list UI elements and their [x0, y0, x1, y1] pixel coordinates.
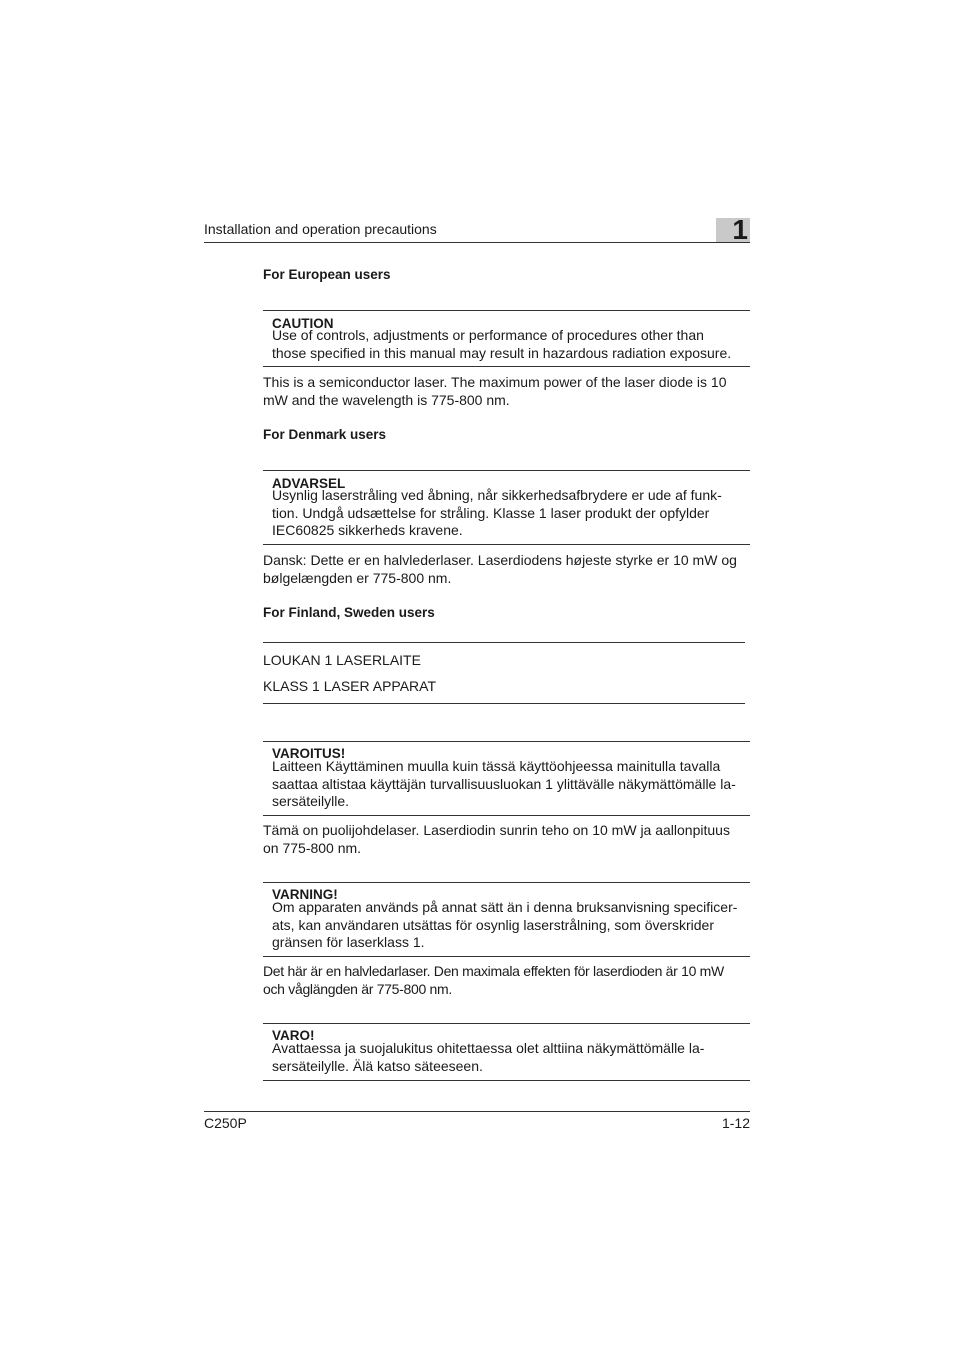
denmark-body-text: [263, 552, 753, 587]
footer-model: C250P: [204, 1115, 247, 1131]
varo-line: Avattaessa ja suojalukitus ohitettaessa olet alttiina näkymättömälle la-: [272, 1040, 705, 1056]
advarsel-box-bottom-rule: [263, 544, 750, 545]
varoitus-line: sersäteilylle.: [272, 793, 350, 809]
varning-line: gränsen för laserklass 1.: [272, 934, 425, 950]
caution-title: CAUTION: [272, 316, 334, 331]
footer-page-number: 1-12: [721, 1115, 750, 1131]
body-line: Tämä on puolijohdelaser. Laserdiodin sunrin teho on 10 mW ja aallonpituus: [263, 822, 730, 838]
varoitus-box-bottom-rule: [263, 815, 750, 816]
advarsel-line: tion. Undgå udsættelse for stråling. Klasse 1 laser produkt der opfylder: [272, 504, 710, 521]
body-line: och våglängden är 775-800 nm.: [263, 980, 452, 997]
varning-line: Om apparaten används på annat sätt än i denna bruksanvisning specificer-: [272, 899, 738, 915]
body-line: Det här är en halvledarlaser. Den maximala effekten för laserdioden är 10 mW: [263, 963, 724, 979]
body-line: mW and the wavelength is 775-800 nm.: [263, 391, 510, 408]
heading-finland-sweden-users: For Finland, Sweden users: [263, 605, 435, 620]
varo-line: sersäteilylle. Älä katso säteeseen.: [272, 1057, 483, 1074]
chapter-number-badge: 1: [716, 218, 750, 242]
body-line: on 775-800 nm.: [263, 839, 362, 856]
varoitus-box-top-rule: [263, 741, 750, 742]
label-box-top-rule: [263, 642, 745, 643]
advarsel-line: Usynlig laserstråling ved åbning, når sikkerhedsafbrydere er ude af funk-: [272, 487, 722, 503]
varning-box-bottom-rule: [263, 956, 750, 957]
varoitus-line: Laitteen Käyttäminen muulla kuin tässä käyttöohjeessa mainitulla tavalla: [272, 758, 721, 774]
advarsel-line: IEC60825 sikkerheds kravene.: [272, 522, 463, 538]
body-line: This is a semiconductor laser. The maximum power of the laser diode is 10: [263, 374, 727, 390]
advarsel-text: [272, 487, 752, 540]
varo-text: [272, 1040, 752, 1075]
caution-line: Use of controls, adjustments or performance of procedures other than: [272, 327, 704, 343]
footer-rule: [204, 1111, 750, 1112]
varo-title: VARO!: [272, 1028, 315, 1043]
caution-box-top-rule: [263, 310, 750, 311]
varoitus-title: VAROITUS!: [272, 746, 346, 761]
varoitus-text: [272, 758, 752, 811]
finnish-body-text: [263, 822, 753, 857]
european-body-text: [263, 374, 753, 409]
varoitus-line: saattaa altistaa käyttäjän turvallisuusluokan 1 ylittävälle näkymättömälle la-: [272, 775, 736, 792]
varo-box-top-rule: [263, 1023, 750, 1024]
advarsel-box-top-rule: [263, 470, 750, 471]
laser-class-label-fi: LOUKAN 1 LASERLAITE: [263, 652, 421, 668]
varning-box-top-rule: [263, 882, 750, 883]
advarsel-title: ADVARSEL: [272, 476, 346, 491]
caution-text: [272, 327, 752, 362]
caution-box-bottom-rule: [263, 366, 750, 367]
varning-text: [272, 899, 752, 952]
varning-line: ats, kan användaren utsättas för osynlig laserstrålning, som överskrider: [272, 916, 714, 933]
label-box-bottom-rule: [263, 703, 745, 704]
header-rule: [204, 242, 750, 243]
body-line: Dansk: Dette er en halvlederlaser. Laserdiodens højeste styrke er 10 mW og: [263, 552, 737, 568]
heading-european-users: For European users: [263, 267, 391, 282]
body-line: bølgelængden er 775-800 nm.: [263, 569, 452, 586]
varo-box-bottom-rule: [263, 1080, 750, 1081]
caution-line: those specified in this manual may result in hazardous radiation exposure.: [272, 344, 732, 361]
laser-class-label-sv: KLASS 1 LASER APPARAT: [263, 678, 437, 694]
varning-title: VARNING!: [272, 887, 338, 902]
running-header: Installation and operation precautions: [204, 221, 437, 237]
swedish-body-text: [263, 963, 753, 998]
heading-denmark-users: For Denmark users: [263, 427, 387, 442]
